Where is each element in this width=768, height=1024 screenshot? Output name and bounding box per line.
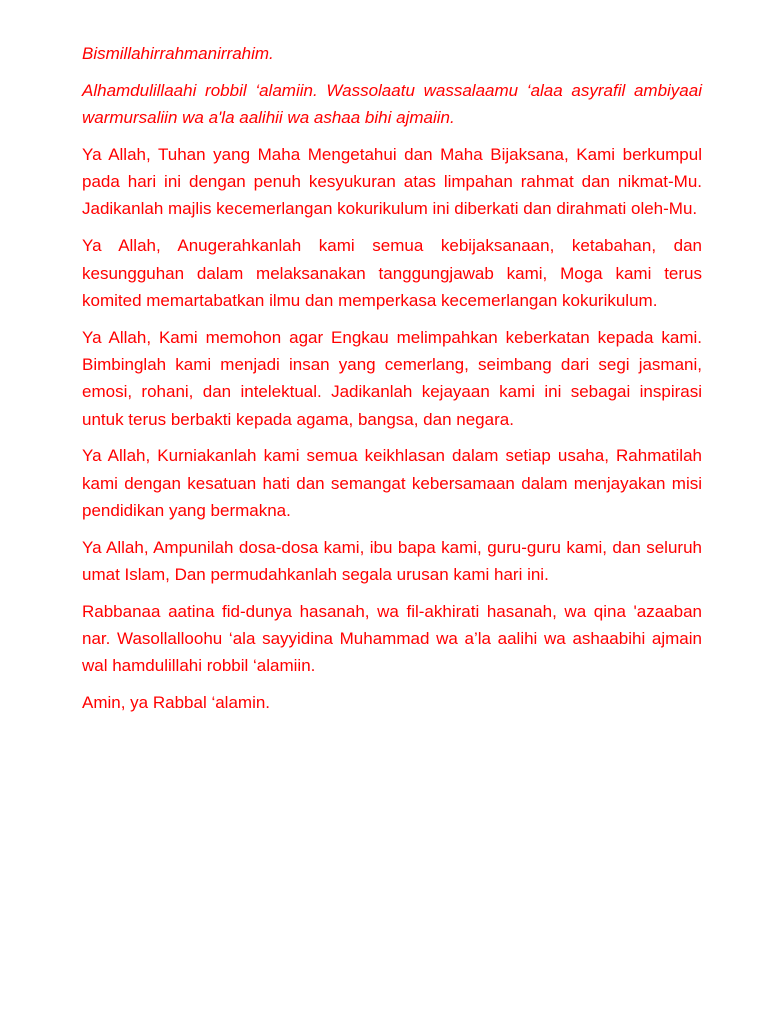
prayer-paragraph-5: Ya Allah, Ampunilah dosa-dosa kami, ibu bapa kami, guru-guru kami, dan seluruh umat Islam, Dan permudahkanlah segala urusan kami hari ini. bbox=[82, 537, 702, 585]
opening-praise: Alhamdulillaahi robbil ‘alamiin. Wassolaatu wassalaamu ‘alaa asyrafil ambiyaai warmursaliin wa a'la aalihii wa ashaa bihi ajmaiin. bbox=[82, 80, 702, 128]
prayer-paragraph-3: Ya Allah, Kami memohon agar Engkau melimpahkan keberkatan kepada kami. Bimbinglah kami menjadi insan yang cemerlang, seimbang dari segi jasmani, emosi, rohani, dan intelektual. Jadikanlah kejayaan kami ini sebagai inspirasi untuk terus berbakti kepada agama, bangsa, dan negara. bbox=[82, 327, 702, 429]
closing-doa: Rabbanaa aatina fid-dunya hasanah, wa fil-akhirati hasanah, wa qina 'azaaban nar. Wasollalloohu ‘ala sayyidina Muhammad wa a’la aalihi wa ashaabihi ajmain wal hamdulillahi robbil ‘alamiin. bbox=[82, 601, 702, 676]
closing-amin: Amin, ya Rabbal ‘alamin. bbox=[82, 693, 271, 713]
opening-basmala: Bismillahirrahmanirrahim. bbox=[82, 44, 274, 63]
prayer-paragraph-2: Ya Allah, Anugerahkanlah kami semua kebijaksanaan, ketabahan, dan kesungguhan dalam melaksanakan tanggungjawab kami, Moga kami terus komited memartabatkan ilmu dan memperkasa kecemerlangan kokurikulum. bbox=[82, 236, 702, 310]
document-page bbox=[82, 40, 702, 726]
prayer-paragraph-4: Ya Allah, Kurniakanlah kami semua keikhlasan dalam setiap usaha, Rahmatilah kami dengan kesatuan hati dan semangat kebersamaan dalam menjayakan misi pendidikan yang bermakna. bbox=[82, 446, 702, 520]
prayer-paragraph-1: Ya Allah, Tuhan yang Maha Mengetahui dan Maha Bijaksana, Kami berkumpul pada hari ini dengan penuh kesyukuran atas limpahan rahmat dan nikmat-Mu. Jadikanlah majlis kecemerlangan kokurikulum ini diberkati dan dirahmati oleh-Mu. bbox=[82, 144, 702, 219]
